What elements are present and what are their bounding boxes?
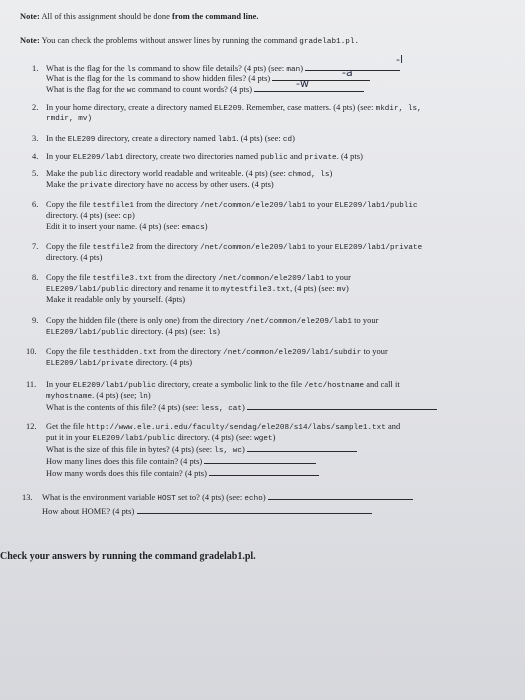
inline-command: ls <box>126 66 137 74</box>
q12-line-3 <box>46 444 357 456</box>
inline-command: /net/common/ele209/lab1 <box>200 244 307 252</box>
question-text: . Remember, case matters. (4 pts) (see: <box>241 103 376 112</box>
question-text: from the directory <box>152 273 219 282</box>
q13-line-2 <box>42 506 372 517</box>
answer-line[interactable] <box>247 444 357 452</box>
question-text: In your home directory, create a directory named <box>46 103 215 112</box>
handwritten-answer: -w <box>296 77 309 90</box>
inline-command: cp <box>122 213 132 221</box>
question-text: Copy the file <box>46 200 93 209</box>
q10-line-1 <box>26 347 388 358</box>
inline-url: http://www.ele.uri.edu/faculty/sendag/ele208/s14/labs/sample1.txt <box>86 424 386 432</box>
inline-command: echo <box>244 495 263 503</box>
question-text: directory, create a directory named <box>95 134 218 143</box>
question-text: to your <box>306 242 335 251</box>
question-text: directory. (4 pts) <box>133 358 193 367</box>
inline-command: mkdir, ls, <box>375 105 422 113</box>
q8-line-3: Make it readable only by yourself. (4pts) <box>46 295 186 304</box>
inline-command: ls <box>126 76 137 84</box>
q12-line-1 <box>26 422 400 433</box>
inline-command: ELE209/lab1 <box>72 154 124 162</box>
question-number: 10. <box>26 347 37 356</box>
footer-instruction: Check your answers by running the command gradelab1.pl. <box>0 551 256 562</box>
question-text: Edit it to insert your name. (4 pts) (see: <box>46 222 182 231</box>
answer-line[interactable] <box>247 402 437 410</box>
question-text: What is the flag for the <box>46 74 127 83</box>
q12-line-4 <box>46 456 316 467</box>
q3-line <box>32 134 295 145</box>
question-text: ) <box>292 134 295 143</box>
inline-command: lab1 <box>217 136 237 144</box>
answer-line[interactable] <box>305 63 400 71</box>
inline-command: mytestfile3.txt <box>221 286 291 294</box>
q8-line-1 <box>32 273 351 284</box>
inline-command: private <box>79 182 113 190</box>
note-label: Note: <box>20 12 40 21</box>
note-text: All of this assignment should be done <box>39 12 173 21</box>
note-command: gradelab1.pl. <box>299 38 360 46</box>
inline-command: ELE209 <box>214 105 242 113</box>
answer-line[interactable] <box>137 506 372 514</box>
question-text: directory, create a symbolic link to the file <box>155 380 305 389</box>
q2-line-1 <box>32 103 422 114</box>
question-text: ) <box>300 64 304 73</box>
q12-line-5 <box>46 468 319 479</box>
question-text: ) <box>147 391 151 400</box>
question-number: 2. <box>32 103 39 112</box>
handwritten-answer: -l <box>396 53 404 66</box>
q8-line-2 <box>46 284 349 295</box>
q6-line-1 <box>32 200 418 211</box>
inline-command: /net/common/ele209/lab1 <box>218 275 325 283</box>
q5-line-1 <box>32 169 332 180</box>
question-text: directory and rename it to <box>128 284 222 293</box>
inline-command: testfile3.txt <box>92 275 153 283</box>
question-text: Copy the file <box>46 273 93 282</box>
question-text: to your <box>361 347 388 356</box>
question-text: . (4 pts) (see; <box>92 391 139 400</box>
note-emphasis: from the command line. <box>172 12 259 21</box>
question-text: Copy the hidden file (there is only one) from the directory <box>46 316 246 325</box>
inline-command: testhidden.txt <box>92 349 158 357</box>
inline-command: ELE209/lab1/public <box>46 286 129 294</box>
question-text: How about HOME? (4 pts) <box>42 507 135 516</box>
inline-command: public <box>79 171 108 179</box>
inline-command: ls, wc <box>214 447 242 455</box>
question-number: 8. <box>32 273 39 282</box>
inline-command: ln <box>138 393 148 401</box>
question-text: from the directory <box>157 347 224 356</box>
question-text: What is the flag for the <box>46 85 127 94</box>
question-text: Get the file <box>46 422 87 431</box>
q11-line-1 <box>26 380 400 391</box>
q6-line-3 <box>46 222 208 233</box>
question-text: directory have no access by other users. (4 pts) <box>112 180 274 189</box>
question-text: command to show hidden files? (4 pts) <box>136 74 271 83</box>
question-text: from the directory <box>134 200 201 209</box>
inline-command: ELE209/lab1/private <box>46 360 134 368</box>
question-text: . (4 pts) (see: <box>236 134 283 143</box>
inline-command: mv <box>336 286 346 294</box>
question-text: Copy the file <box>46 242 93 251</box>
question-number: 11. <box>26 380 37 389</box>
q12-line-2 <box>46 433 275 444</box>
inline-command: HOST <box>157 495 176 503</box>
question-text: to your <box>306 200 335 209</box>
question-text: Make the <box>46 180 80 189</box>
question-text: ) <box>272 433 276 442</box>
answer-line[interactable] <box>272 73 370 81</box>
q11-line-3 <box>46 402 437 414</box>
inline-command: ls <box>207 329 218 337</box>
q7-line-1 <box>32 242 422 253</box>
question-text: ) <box>242 403 245 412</box>
inline-command: /net/common/ele209/lab1/subdir <box>223 349 362 357</box>
question-text: What is the environment variable <box>42 493 158 502</box>
question-text: How many words does this file contain? (4 pts) <box>46 469 207 478</box>
question-number: 12. <box>26 422 37 431</box>
question-number: 1. <box>32 64 39 73</box>
question-text: ) <box>241 445 245 454</box>
inline-command: /net/common/ele209/lab1 <box>200 202 307 210</box>
question-text: ) <box>345 284 349 293</box>
question-number: 9. <box>32 316 39 325</box>
inline-command: emacs <box>181 224 205 232</box>
question-text: . (4 pts) <box>336 152 363 161</box>
note-label: Note: <box>20 36 40 45</box>
answer-line[interactable] <box>204 456 316 464</box>
inline-command: ELE209 <box>67 136 96 144</box>
inline-command: wc <box>126 87 137 95</box>
question-text: directory, create two directories named <box>123 152 261 161</box>
question-text: ) <box>204 222 208 231</box>
question-text: and <box>287 152 305 161</box>
inline-command: man <box>286 66 301 74</box>
question-number: 5. <box>32 169 39 178</box>
inline-command: less, cat <box>200 405 243 413</box>
inline-command: private <box>304 154 337 162</box>
note-2 <box>20 36 359 47</box>
question-text: In your <box>46 152 73 161</box>
answer-line[interactable] <box>268 492 413 500</box>
question-text: command to show file details? (4 pts) (see: <box>136 64 287 73</box>
question-text: directory. (4 pts) (see: <box>46 211 123 220</box>
question-number: 7. <box>32 242 39 251</box>
question-text: , (4 pts) (see: <box>290 284 337 293</box>
inline-command: ELE209/lab1/public <box>334 202 418 210</box>
q2-line-2: rmdir, mv) <box>46 115 93 123</box>
answer-line[interactable] <box>209 468 319 476</box>
inline-command: ELE209/lab1/public <box>72 382 156 390</box>
question-text: directory. (4 pts) (see: <box>128 327 208 336</box>
question-text: In your <box>46 380 73 389</box>
q13-line-1 <box>22 492 413 504</box>
question-text: What is the size of this file in bytes? (4 pts) (see: <box>46 445 215 454</box>
handwritten-answer: -a <box>342 66 353 79</box>
question-text: How many lines does this file contain? (4 pts) <box>46 457 203 466</box>
inline-command: cd <box>282 136 293 144</box>
answer-line[interactable] <box>254 84 364 92</box>
question-text: ) <box>262 493 266 502</box>
question-text: and call it <box>364 380 400 389</box>
inline-command: /etc/hostname <box>304 382 365 390</box>
question-text: to your <box>324 273 351 282</box>
question-text: What is the flag for the <box>46 64 127 73</box>
q1-line-c <box>46 84 364 96</box>
question-number: 13. <box>22 493 33 502</box>
question-number: 4. <box>32 152 39 161</box>
question-number: 6. <box>32 200 39 209</box>
question-text: to your <box>351 316 379 325</box>
q6-line-2 <box>46 211 135 222</box>
q10-line-2 <box>46 358 192 369</box>
q7-line-2: directory. (4 pts) <box>46 253 103 262</box>
inline-command: ELE209/lab1/private <box>334 244 423 252</box>
inline-command: /net/common/ele209/lab1 <box>246 318 352 326</box>
inline-command: testfile1 <box>92 202 134 210</box>
question-text: directory world readable and writeable. (4 pts) (see: <box>107 169 289 178</box>
q5-line-2 <box>46 180 274 191</box>
question-text: In the <box>46 134 68 143</box>
question-text: What is the contents of this file? (4 pts) (see: <box>46 403 201 412</box>
question-text: and <box>385 422 401 431</box>
q9-line-1 <box>32 316 378 327</box>
q11-line-2 <box>46 391 151 402</box>
q4-line <box>32 152 363 163</box>
inline-command: myhostname <box>46 393 93 401</box>
question-text: from the directory <box>134 242 201 251</box>
note-1 <box>20 12 259 22</box>
question-text: set to? (4 pts) (see: <box>175 493 245 502</box>
question-text: ) <box>217 327 220 336</box>
note-text: You can check the problems without answer lines by running the command <box>39 36 300 45</box>
inline-command: testfile2 <box>92 244 134 252</box>
question-text: Make the <box>46 169 80 178</box>
question-text: Copy the file <box>46 347 93 356</box>
question-text: command to count words? (4 pts) <box>136 85 253 94</box>
question-text: ) <box>131 211 135 220</box>
question-number: 3. <box>32 134 39 143</box>
inline-command: chmod, ls <box>288 171 330 179</box>
question-text: directory. (4 pts) (see: <box>175 433 255 442</box>
q9-line-2 <box>46 327 220 338</box>
inline-command: ELE209/lab1/public <box>92 435 176 443</box>
inline-command: public <box>260 154 288 162</box>
question-text: put it in your <box>46 433 93 442</box>
inline-command: ELE209/lab1/public <box>46 329 129 337</box>
question-text: ) <box>329 169 333 178</box>
inline-command: wget <box>254 435 273 443</box>
